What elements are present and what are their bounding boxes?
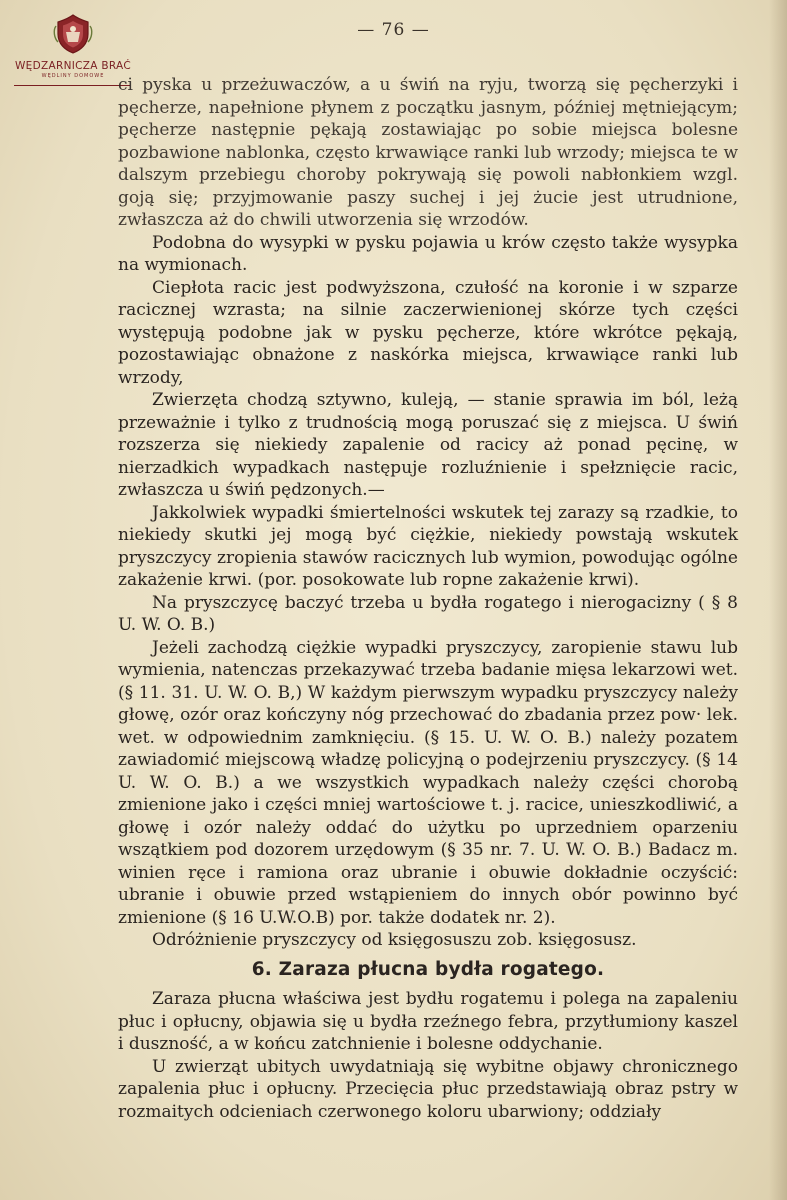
logo-divider [14, 85, 130, 86]
page-number: — 76 — [357, 20, 430, 40]
paragraph: Podobna do wysypki w pysku pojawia u krów często także wysypka na wymionach. [118, 232, 738, 275]
page-edge-shadow [769, 0, 787, 1200]
body-text [118, 74, 738, 1123]
logo-brand-text: WĘDZARNICZA BRAĆ [15, 60, 131, 72]
paragraph: Zaraza płucna właściwa jest bydłu rogatemu i polega na zapaleniu płuc i opłucny, objawia się u bydła rzeźnego febra, przytłumiony kaszel i duszność, a w końcu zatchnienie i bolesne oddychanie. [118, 989, 738, 1054]
logo-sub-text: WĘDLINY DOMOWE [41, 73, 105, 79]
paragraph: Zwierzęta chodzą sztywno, kuleją, — stanie sprawia im ból, leżą przeważnie i tylko z trudnością mogą poruszać się z miejsca. U świń rozszerza się niekiedy zapalenie od racicy aż ponad pęcinę, w nierzadkich wypadkach następuje rozluźnienie i spełznięcie racic, zwłaszcza u świń pędzonych.— [118, 390, 738, 500]
paragraph: U zwierząt ubitych uwydatniają się wybitne objawy chronicznego zapalenia płuc i opłucny. Przecięcia płuc przedstawiają obraz pstry w rozmaitych odcieniach czerwonego koloru ubarwiony; oddziały [118, 1056, 738, 1122]
paragraph: Ciepłota racic jest podwyższona, czułość na koronie i w szparze racicznej wzrasta; na silnie zaczerwienionej skórze tych części występują podobne jak w pysku pęcherze, które wkrótce pękają, pozostawiając obnażone z naskórka miejsca, krwawiące ranki lub wrzody, [118, 277, 738, 388]
paragraph: Jakkolwiek wypadki śmiertelności wskutek tej zarazy są rzadkie, to niekiedy skutki jej mogą być ciężkie, niekiedy powstają wskutek pryszczycy zropienia stawów racicznych lub wymion, powodując ogólne zakażenie krwi. (por. posokowate lub ropne zakażenie krwi). [118, 502, 738, 590]
paragraph: ci pyska u przeżuwaczów, a u świń na ryju, tworzą się pęcherzyki i pęcherze, napełnione płynem z początku jasnym, później mętniejącym; pęcherze następnie pękają zostawiając po sobie miejsca bolesne pozbawione nablonka, często krwawiące ranki lub wrzody; miejsca te w dalszym przebiegu choroby pokrywają się powoli nabłonkiem wzgl. goją się; przyjmowanie paszy suchej i jej żucie jest utrudnione, zwłaszcza aż do chwili utworzenia się wrzodów. [118, 75, 738, 230]
paragraph: Odróżnienie pryszczycy od księgosuszu zob. księgosusz. [152, 930, 637, 950]
paragraph: Na pryszczycę baczyć trzeba u bydła rogatego i nierogacizny ( § 8 U. W. O. B.) [118, 592, 738, 635]
paragraph: Jeżeli zachodzą ciężkie wypadki pryszczycy, zaropienie stawu lub wymienia, natenczas przekazywać trzeba badanie mięsa lekarzowi wet. (§ 11. 31. U. W. O. B,) W każdym pierwszym wypadku pryszczycy należy głowę, ozór oraz kończyny nóg przechować do zbadania przez pow· lek. wet. w odpowiednim zamknięciu. (§ 15. U. W. O. B.) należy pozatem zawiadomić miejscową władzę policyjną o podejrzeniu pryszczycy. (§ 14 U. W. O. B.) a we wszystkich wypadkach należy części chorobą zmienione jako i części mniej wartościowe t. j. racice, unieszkodliwić, a głowę i ozór należy oddać do użytku po uprzedniem oparzeniu wszątkiem pod dozorem urzędowym (§ 35 nr. 7. U. W. O. B.) Badacz m. winien ręce i ramiona oraz ubranie i obuwie dokładnie oczyścić: ubranie i obuwie przed wstąpieniem do innych obór powinno być zmienione (§ 16 U.W.O.B) por. także dodatek nr. 2). [118, 637, 738, 928]
section-heading: 6. Zaraza płucna bydła rogatego. [251, 958, 605, 980]
